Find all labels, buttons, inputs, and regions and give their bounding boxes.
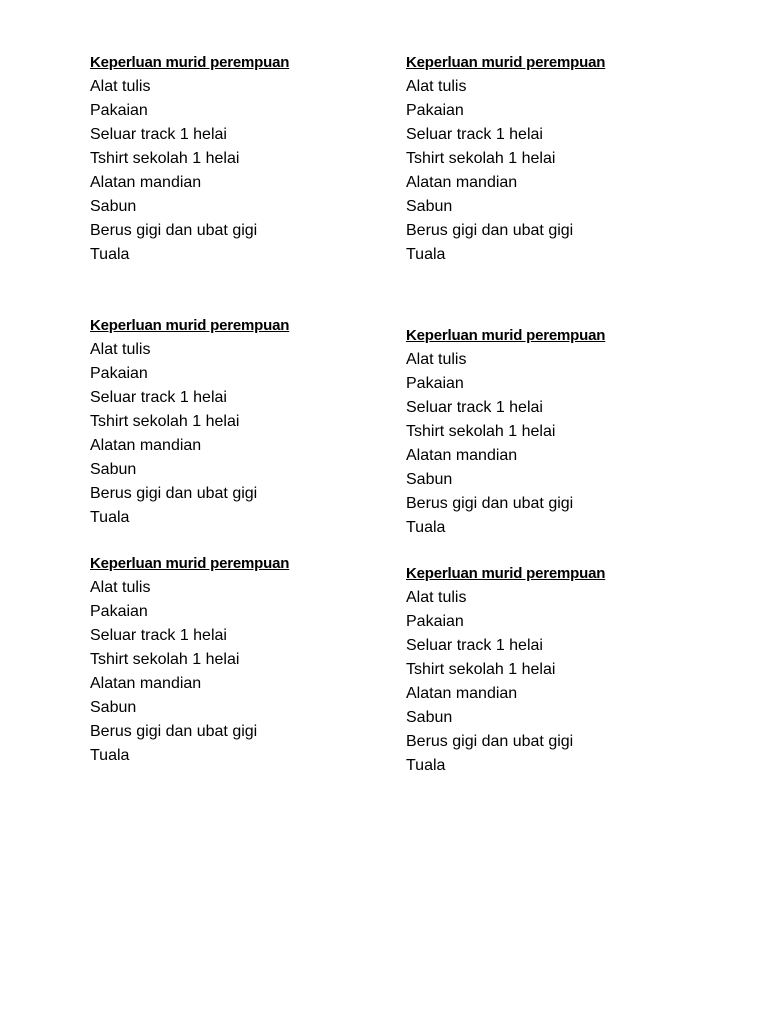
list-item: Berus gigi dan ubat gigi xyxy=(90,723,258,740)
list-item: Berus gigi dan ubat gigi xyxy=(406,733,574,750)
list-item: Tuala xyxy=(90,509,130,526)
list-item: Alat tulis xyxy=(406,78,467,95)
list-item: Pakaian xyxy=(406,102,464,119)
list-item: Seluar track 1 helai xyxy=(406,126,543,143)
checklist-items xyxy=(406,75,706,267)
list-item: Tshirt sekolah 1 helai xyxy=(90,413,240,430)
list-item: Pakaian xyxy=(90,102,148,119)
list-item: Pakaian xyxy=(406,375,464,392)
checklist-items xyxy=(90,75,390,267)
list-item: Tuala xyxy=(90,747,130,764)
list-item: Sabun xyxy=(90,461,137,478)
list-item: Alatan mandian xyxy=(406,174,518,191)
checklist-items xyxy=(90,338,390,530)
checklist-title: Keperluan murid perempuan xyxy=(406,54,606,71)
list-item: Berus gigi dan ubat gigi xyxy=(406,495,574,512)
list-item: Seluar track 1 helai xyxy=(90,126,227,143)
checklist-title: Keperluan murid perempuan xyxy=(406,565,606,582)
checklist-items xyxy=(406,348,706,540)
checklist-block-4 xyxy=(406,324,706,540)
list-item: Tshirt sekolah 1 helai xyxy=(406,423,556,440)
list-item: Sabun xyxy=(90,699,137,716)
checklist-title: Keperluan murid perempuan xyxy=(90,317,290,334)
list-item: Pakaian xyxy=(406,613,464,630)
list-item: Alatan mandian xyxy=(406,447,518,464)
checklist-block-5 xyxy=(90,552,390,768)
list-item: Sabun xyxy=(406,709,453,726)
checklist-block-6 xyxy=(406,562,706,778)
list-item: Pakaian xyxy=(90,365,148,382)
checklist-block-2 xyxy=(406,51,706,267)
checklist-items xyxy=(406,586,706,778)
list-item: Alat tulis xyxy=(406,589,467,606)
list-item: Alat tulis xyxy=(406,351,467,368)
list-item: Alat tulis xyxy=(90,579,151,596)
checklist-title: Keperluan murid perempuan xyxy=(90,54,290,71)
checklist-title: Keperluan murid perempuan xyxy=(90,555,290,572)
checklist-block-1 xyxy=(90,51,390,267)
list-item: Sabun xyxy=(406,198,453,215)
list-item: Tshirt sekolah 1 helai xyxy=(406,150,556,167)
checklist-title: Keperluan murid perempuan xyxy=(406,327,606,344)
list-item: Alatan mandian xyxy=(90,675,202,692)
list-item: Seluar track 1 helai xyxy=(406,637,543,654)
list-item: Berus gigi dan ubat gigi xyxy=(90,485,258,502)
list-item: Seluar track 1 helai xyxy=(406,399,543,416)
list-item: Berus gigi dan ubat gigi xyxy=(406,222,574,239)
list-item: Seluar track 1 helai xyxy=(90,627,227,644)
checklist-items xyxy=(90,576,390,768)
list-item: Alat tulis xyxy=(90,341,151,358)
list-item: Tuala xyxy=(90,246,130,263)
list-item: Seluar track 1 helai xyxy=(90,389,227,406)
list-item: Tshirt sekolah 1 helai xyxy=(90,150,240,167)
list-item: Berus gigi dan ubat gigi xyxy=(90,222,258,239)
list-item: Tuala xyxy=(406,519,446,536)
checklist-block-3 xyxy=(90,314,390,530)
list-item: Alat tulis xyxy=(90,78,151,95)
list-item: Alatan mandian xyxy=(406,685,518,702)
list-item: Tshirt sekolah 1 helai xyxy=(90,651,240,668)
list-item: Tuala xyxy=(406,246,446,263)
list-item: Pakaian xyxy=(90,603,148,620)
list-item: Tshirt sekolah 1 helai xyxy=(406,661,556,678)
list-item: Sabun xyxy=(90,198,137,215)
list-item: Tuala xyxy=(406,757,446,774)
list-item: Sabun xyxy=(406,471,453,488)
list-item: Alatan mandian xyxy=(90,437,202,454)
list-item: Alatan mandian xyxy=(90,174,202,191)
